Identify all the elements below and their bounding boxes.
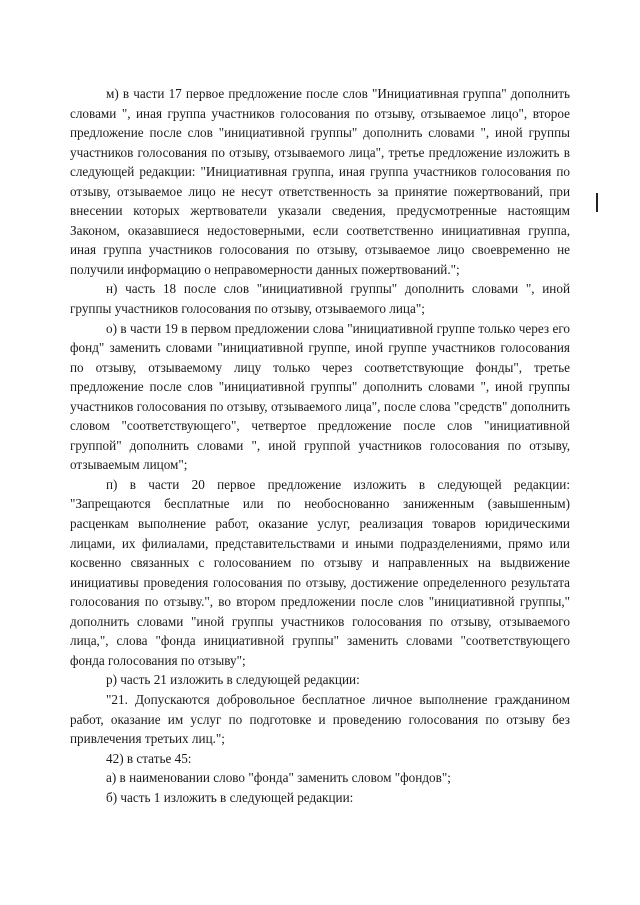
paragraph-n: н) часть 18 после слов "инициативной группы" дополнить словами ", иной группы участников голосования по отзыву, отзываемого лица"; [70,281,570,317]
document-body [70,84,570,807]
paragraph-m: м) в части 17 первое предложение после слов "Инициативная группа" дополнить словами ", иная группа участников голосования по отзыву, отзываемое лицо", второе предложение после слов "инициативной группы" дополнить словами ", иной группы участников голосования по отзыву, отзываемого лица", третье предложение изложить в следующей редакции: "Инициативная группа, иная группа участников голосования по отзыву, отзываемое лицо не несут ответственность за принятие пожертвований, при внесении которых жертвователи указали сведения, предусмотренные настоящим Законом, оказавшиеся недостоверными, если соответственно инициативная группа, иная группа участников голосования по отзыву, отзываемое лицо своевременно не получили информацию о неправомерности данных пожертвований."; [70,86,570,277]
paragraph-r: р) часть 21 изложить в следующей редакции: [106,672,360,688]
paragraph-item-42: 42) в статье 45: [106,750,192,766]
margin-mark [596,193,598,212]
paragraph-p: п) в части 20 первое предложение изложить в следующей редакции: "Запрещаются бесплатные или по необоснованно заниженным (завышенным) расценкам выполнение работ, оказание услуг, реализация товаров юридическими лицами, их филиалами, представительствами и иными подразделениями, прямо или косвенно связанных с голосованием по отзыву и направленных на выдвижение инициативы проведения голосования по отзыву, достижение определенного результата голосования по отзыву.", во втором предложении после слов "инициативной группы," дополнить словами "иной группы участников голосования по отзыву, отзываемого лица,", слова "фонда инициативной группы" заменить словами "соответствующего фонда голосования по отзыву"; [70,476,570,668]
paragraph-a: а) в наименовании слово "фонда" заменить словом "фондов"; [106,770,451,786]
paragraph-part-21: "21. Допускаются добровольное бесплатное личное выполнение гражданином работ, оказание им услуг по подготовке и проведению голосования по отзыву без привлечения третьих лиц."; [70,691,570,747]
paragraph-b: б) часть 1 изложить в следующей редакции: [106,789,354,805]
paragraph-o: о) в части 19 в первом предложении слова "инициативной группе только через его фонд" заменить словами "инициативной группе, иной группе участников голосования по отзыву, отзываемому лицу только через соответствующие фонды", третье предложение после слов "инициативной группы" дополнить словами ", иной группы участников голосования по отзыву, отзываемого лица", после слова "средств" дополнить словом "соответствующего", четвертое предложение после слов "инициативной группой" дополнить словами ", иной группой участников голосования по отзыву, отзываемым лицом"; [70,320,570,473]
